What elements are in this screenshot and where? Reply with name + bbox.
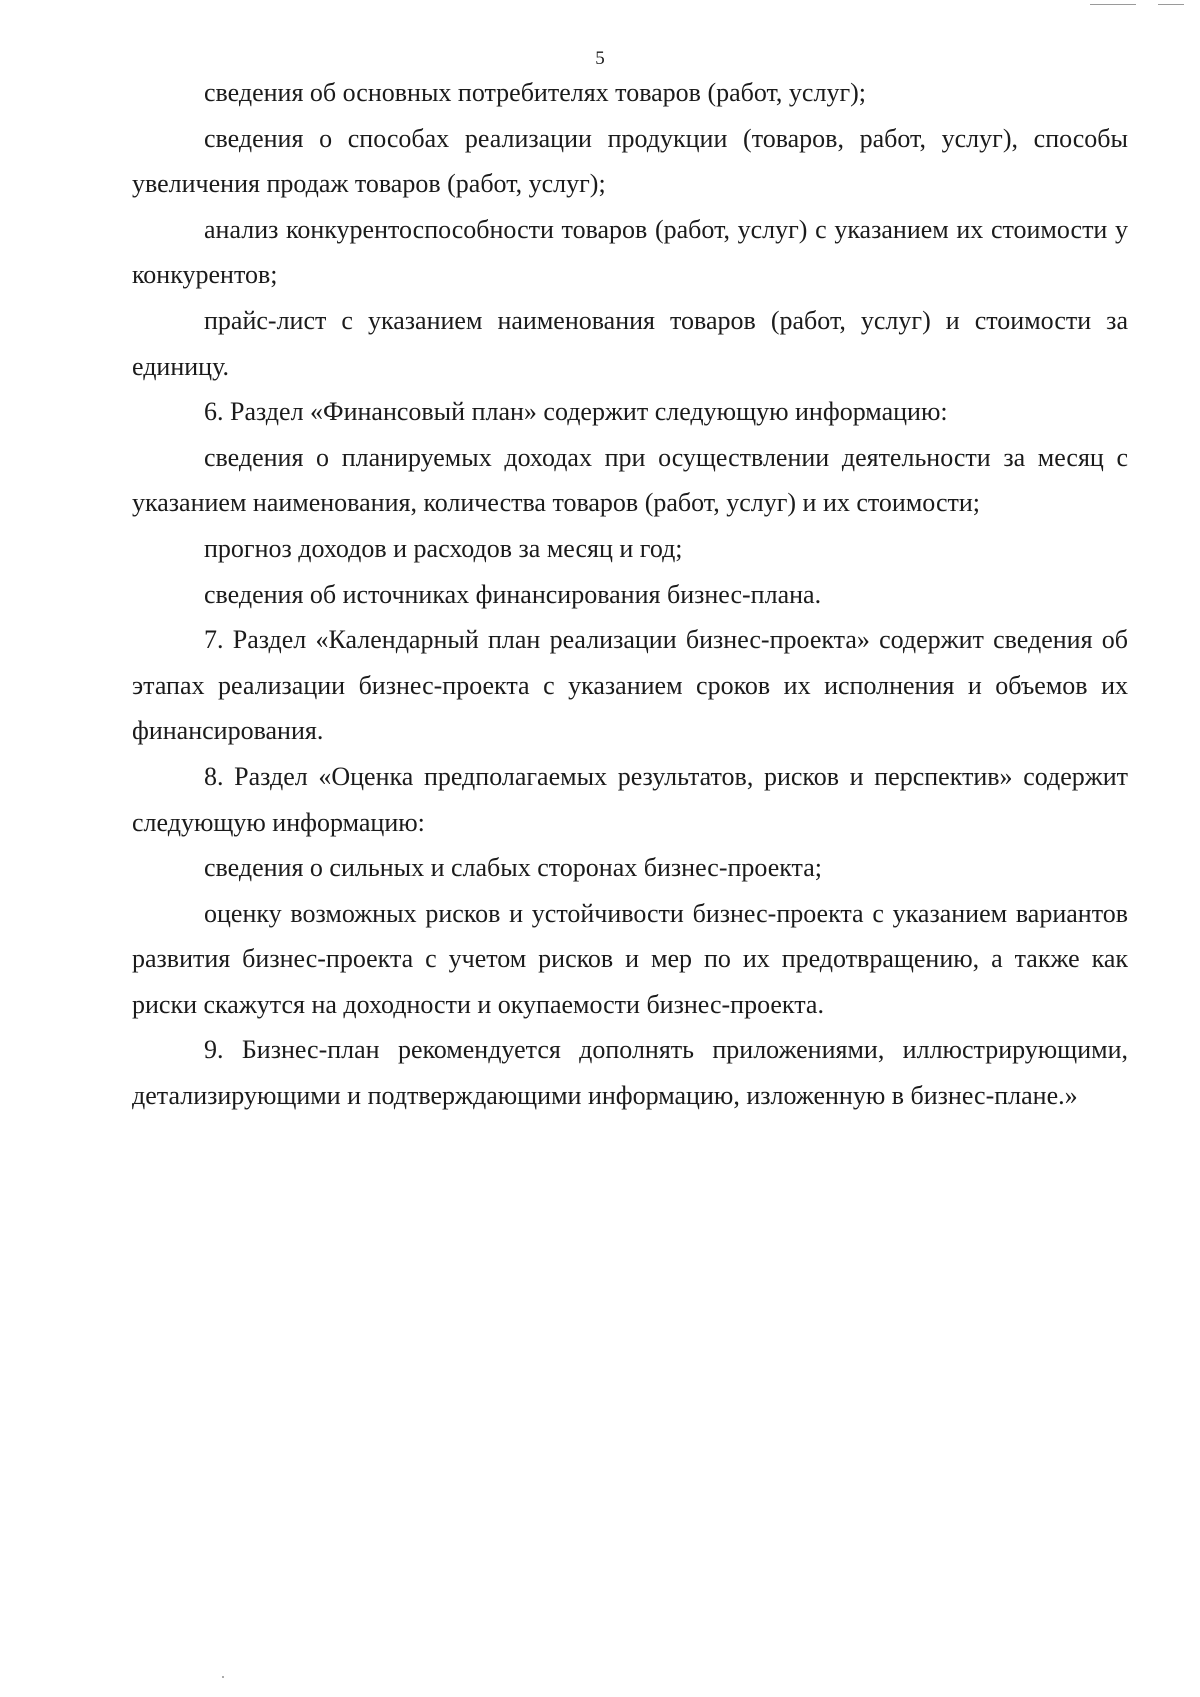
- paragraph-section-8: 8. Раздел «Оценка предполагаемых результатов, рисков и перспектив» содержит следующую информацию:: [132, 761, 1128, 837]
- paragraph-competitiveness: анализ конкурентоспособности товаров (работ, услуг) с указанием их стоимости у конкурентов;: [132, 214, 1128, 290]
- scan-edge-dash: [1090, 4, 1136, 5]
- document-body: [132, 70, 1128, 1119]
- paragraph-funding-sources: сведения об источниках финансирования бизнес-плана.: [204, 579, 822, 609]
- paragraph-forecast: прогноз доходов и расходов за месяц и год;: [204, 533, 683, 563]
- paragraph-risks: оценку возможных рисков и устойчивости бизнес-проекта с указанием вариантов развития бизнес-проекта с учетом рисков и мер по их предотвращению, а также как риски скажутся на доходности и окупаемости бизнес-проекта.: [132, 898, 1128, 1019]
- scan-edge-mark: [1080, 0, 1200, 10]
- paragraph-planned-income: сведения о планируемых доходах при осуществлении деятельности за месяц с указанием наименования, количества товаров (работ, услуг) и их стоимости;: [132, 442, 1128, 518]
- paragraph-price-list: прайс-лист с указанием наименования товаров (работ, услуг) и стоимости за единицу.: [132, 305, 1128, 381]
- paragraph-sales-methods: сведения о способах реализации продукции (товаров, работ, услуг), способы увеличения продаж товаров (работ, услуг);: [132, 123, 1128, 199]
- paragraph-consumers: сведения об основных потребителях товаров (работ, услуг);: [204, 78, 866, 107]
- paragraph-section-9: 9. Бизнес-план рекомендуется дополнять приложениями, иллюстрирующими, детализирующими и подтверждающими информацию, изложенную в бизнес-плане.»: [132, 1035, 1128, 1111]
- paragraph-section-7: 7. Раздел «Календарный план реализации бизнес-проекта» содержит сведения об этапах реализации бизнес-проекта с указанием сроков их исполнения и объемов их финансирования.: [132, 625, 1128, 746]
- paragraph-section-6: 6. Раздел «Финансовый план» содержит следующую информацию:: [204, 397, 948, 427]
- scan-edge-dash: [1158, 4, 1184, 5]
- page-number: 5: [595, 48, 605, 69]
- paragraph-strengths: сведения о сильных и слабых сторонах бизнес-проекта;: [204, 853, 822, 883]
- scan-speck: [222, 1676, 224, 1678]
